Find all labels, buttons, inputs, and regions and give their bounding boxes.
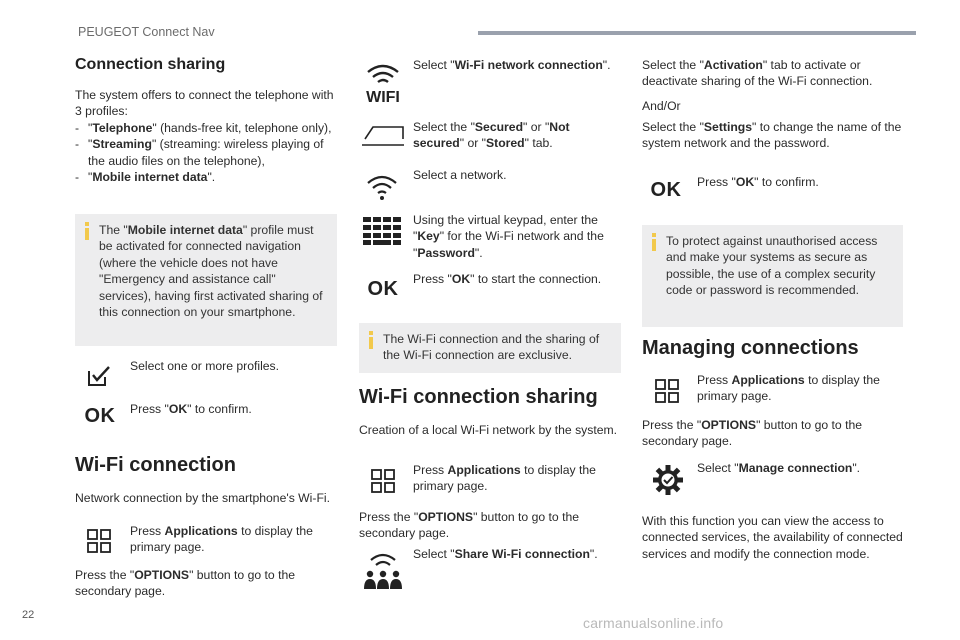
press-applications-text: Press Applications to display the primary page.	[130, 524, 313, 555]
activation-tab-text: Select the "Activation" tab to activate or deactivate sharing of the Wi-Fi connection.	[642, 58, 873, 89]
keypad-instructions-text: Using the virtual keypad, enter the "Key" for the Wi-Fi network and the "Password".	[413, 213, 604, 260]
gear-icon	[652, 464, 684, 496]
and-or-text: And/Or	[642, 99, 681, 113]
heading-connection-sharing: Connection sharing	[75, 56, 226, 73]
manage-connection-description: With this function you can view the access to connected services, the availability of connected services and modify the connection mode.	[642, 514, 903, 561]
press-ok-confirm-text: Press "OK" to confirm.	[697, 175, 819, 189]
press-applications-text: Press Applications to display the primary page.	[697, 373, 880, 404]
ok-icon: OK	[367, 278, 399, 300]
applications-grid-icon	[86, 528, 112, 554]
note-mobile-data: The "Mobile internet data" profile must be activated for connected navigation (where the vehicle does not have "Emergency and assistance call" services), having first activated sharing of this connection on your smartphone.	[75, 214, 337, 346]
settings-text: Select the "Settings" to change the name of the system network and the password.	[642, 120, 902, 151]
note-security: To protect against unauthorised access and make your systems as secure as possible, the use of a complex security code or password is recommended.	[642, 225, 903, 327]
ok-icon: OK	[650, 179, 682, 201]
press-ok-confirm-text: Press "OK" to confirm.	[130, 402, 252, 416]
info-icon	[652, 233, 656, 237]
header-title: PEUGEOT Connect Nav	[78, 25, 215, 39]
applications-grid-icon	[370, 468, 396, 494]
select-network-text: Select a network.	[413, 168, 507, 182]
press-options-text: Press the "OPTIONS" button to go to the secondary page.	[642, 418, 863, 449]
watermark: carmanualsonline.info	[583, 615, 724, 631]
svg-text:WIFI: WIFI	[366, 89, 400, 104]
select-share-wifi-text: Select "Share Wi-Fi connection".	[413, 547, 598, 561]
header-divider	[478, 31, 916, 35]
select-wifi-network-text: Select "Wi-Fi network connection".	[413, 58, 611, 72]
page-number: 22	[22, 609, 35, 621]
wifi-icon	[364, 172, 400, 202]
press-options-text: Press the "OPTIONS" button to go to the secondary page.	[75, 568, 296, 599]
ok-icon: OK	[84, 405, 116, 427]
press-ok-start-text: Press "OK" to start the connection.	[413, 272, 602, 286]
press-applications-text: Press Applications to display the primary page.	[413, 463, 596, 494]
wifi-connection-intro: Network connection by the smartphone's Wi-Fi.	[75, 491, 330, 505]
heading-wifi-connection: Wi-Fi connection	[75, 454, 236, 476]
keypad-icon	[362, 216, 404, 246]
wifi-sharing-intro: Creation of a local Wi-Fi network by the system.	[359, 423, 618, 437]
heading-managing-connections: Managing connections	[642, 337, 859, 359]
select-profiles-text: Select one or more profiles.	[130, 359, 280, 373]
checkbox-icon	[84, 362, 114, 390]
select-secured-tab-text: Select the "Secured" or "Not secured" or "Stored" tab.	[413, 120, 570, 151]
info-icon	[85, 222, 89, 226]
info-icon	[369, 331, 373, 335]
share-wifi-icon	[362, 548, 404, 592]
heading-wifi-sharing: Wi-Fi connection sharing	[359, 386, 598, 408]
press-options-text: Press the "OPTIONS" button to go to the secondary page.	[359, 510, 580, 541]
wifi-network-icon	[360, 60, 406, 104]
applications-grid-icon	[654, 378, 680, 404]
select-manage-connection-text: Select "Manage connection".	[697, 461, 861, 475]
note-wifi-exclusive: The Wi-Fi connection and the sharing of the Wi-Fi connection are exclusive.	[359, 323, 621, 373]
tab-icon	[360, 122, 406, 148]
connection-sharing-intro: The system offers to connect the telephone with 3 profiles: - "Telephone" (hands-free kit, telephone only), - "Streaming" (streaming: wireless playing of the audio files on the telephone), - "Mobile internet data".	[75, 88, 334, 185]
